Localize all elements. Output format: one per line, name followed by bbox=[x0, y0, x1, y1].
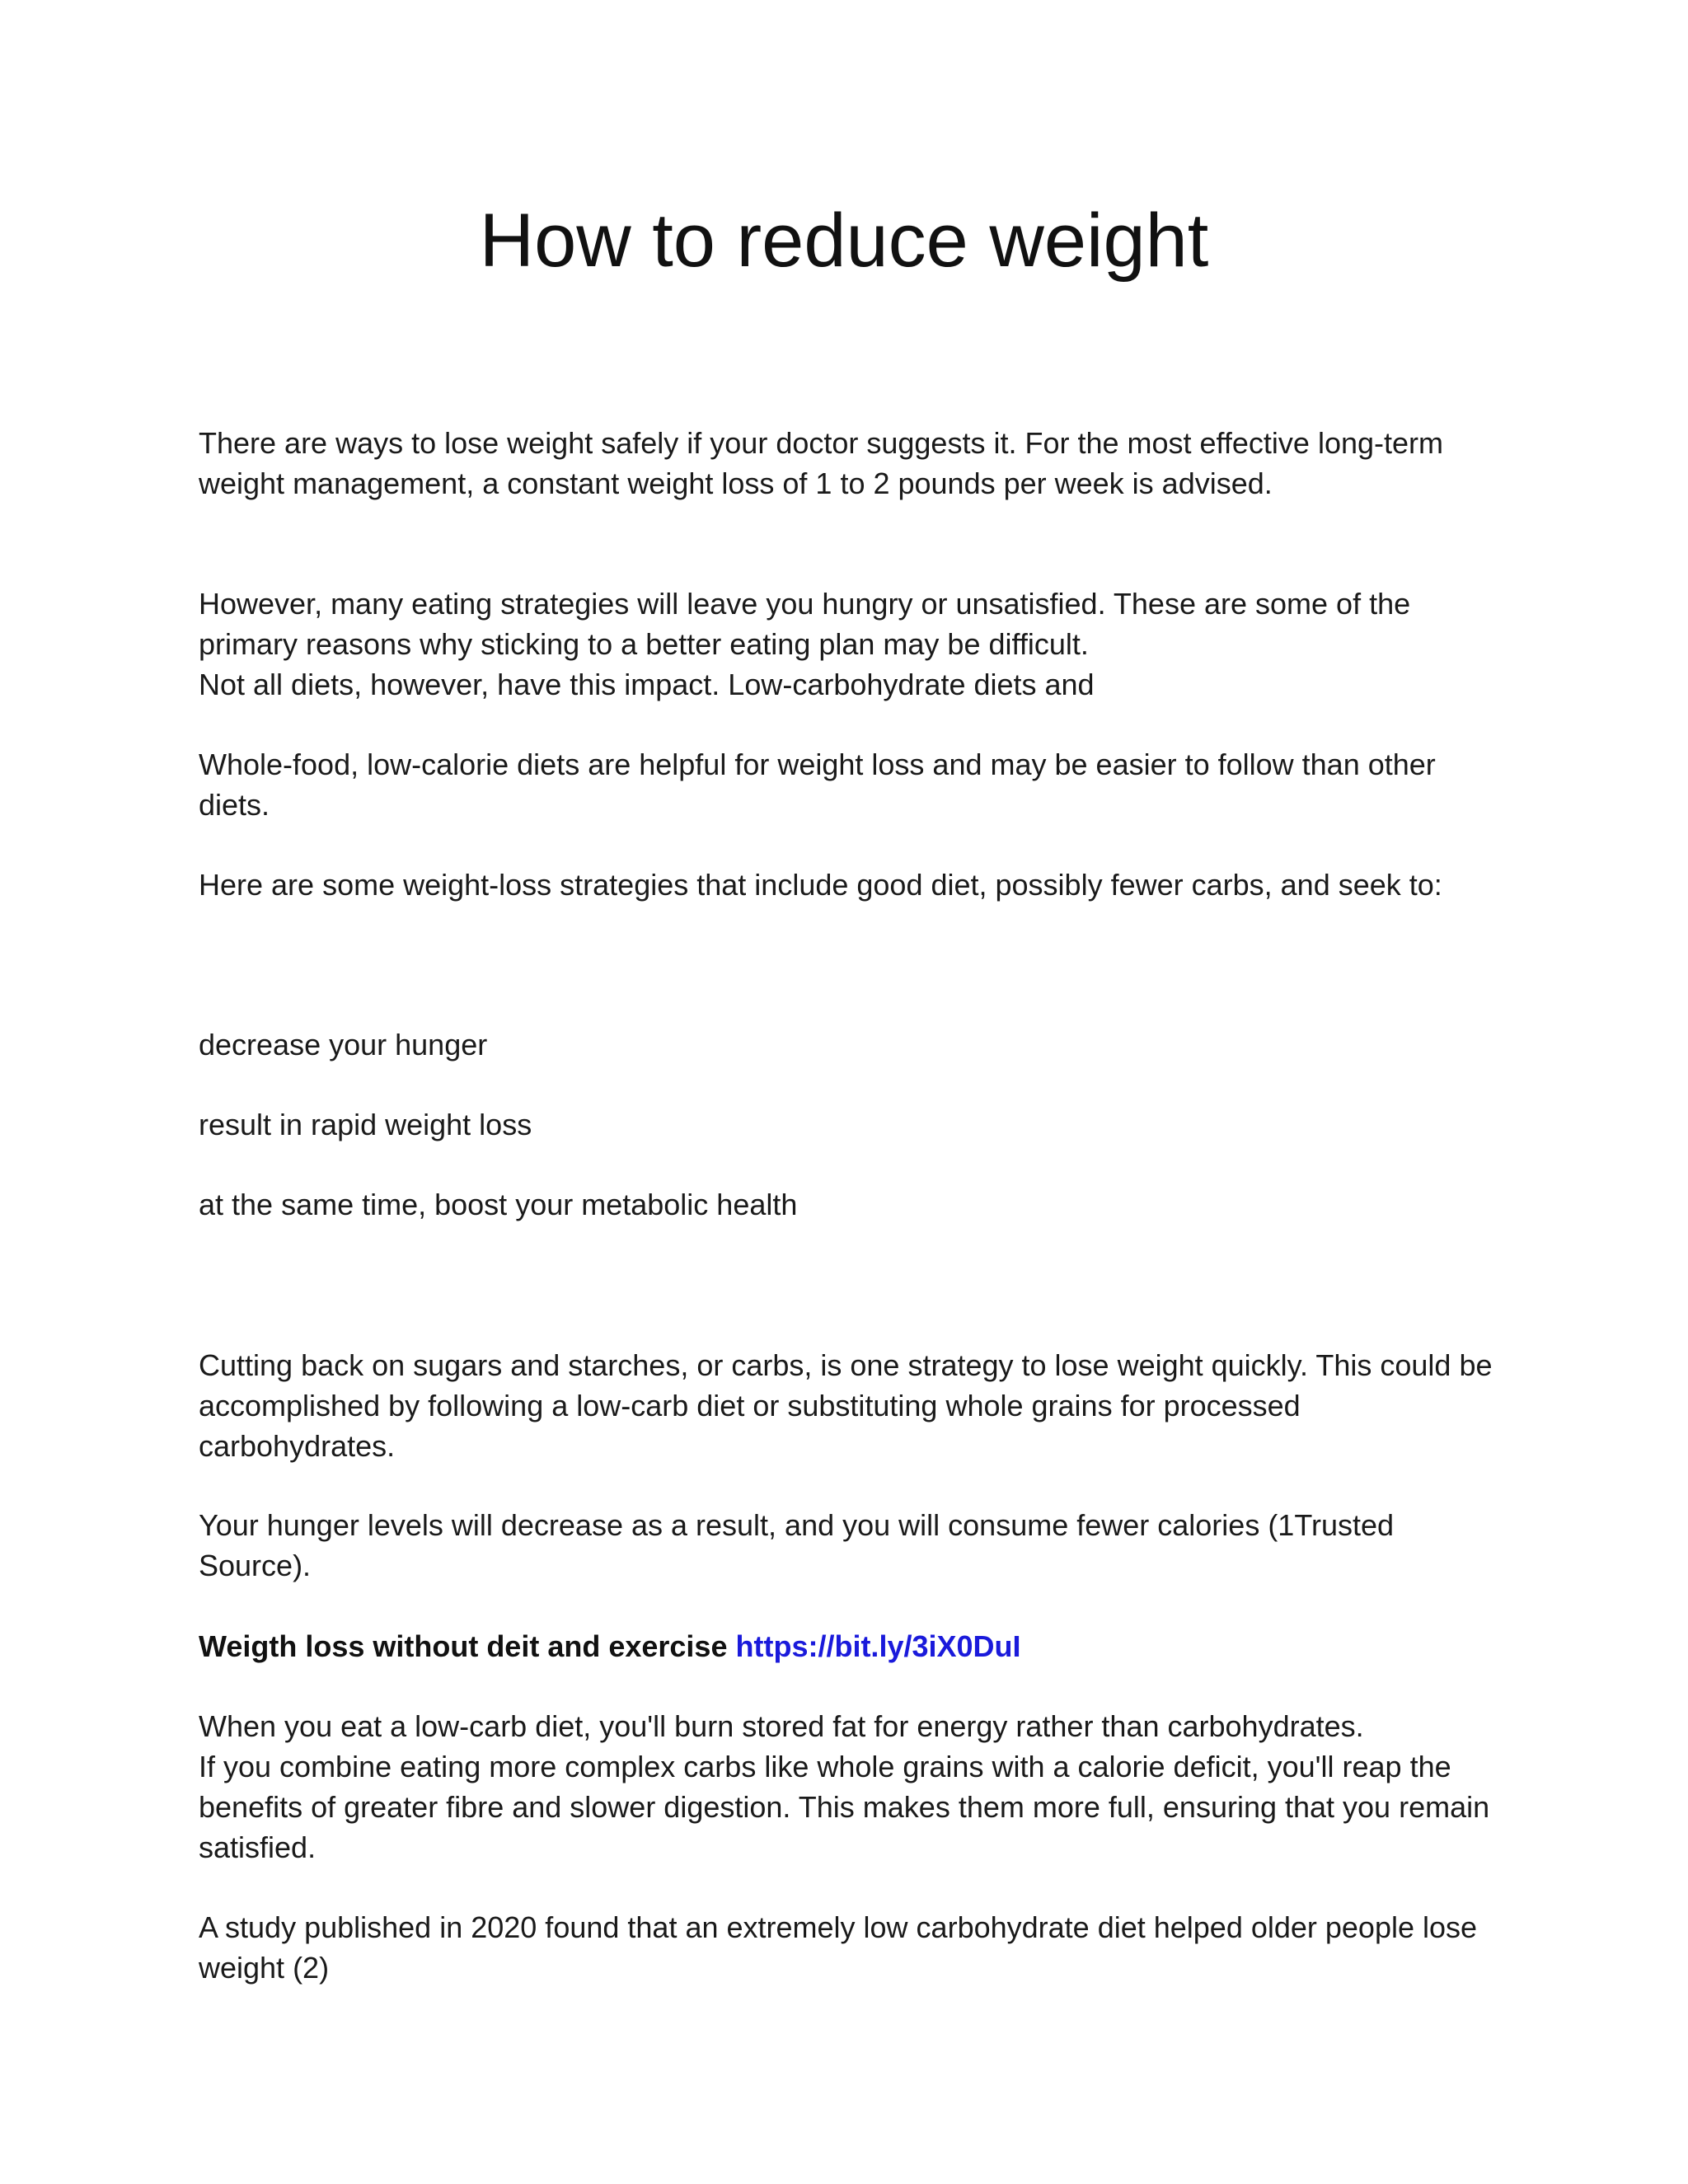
paragraph-hunger-levels: Your hunger levels will decrease as a result, and you will consume fewer calories (1Trusted Source). bbox=[199, 1508, 1395, 1582]
promo-text: Weigth loss without deit and exercise bbox=[199, 1629, 728, 1663]
paragraph-promo bbox=[199, 1626, 1493, 1666]
document-title: How to reduce weight bbox=[479, 199, 1209, 283]
paragraph-intro: There are ways to lose weight safely if your doctor suggests it. For the most effective long-term weight management, a constant weight loss of 1 to 2 pounds per week is advised. bbox=[199, 426, 1443, 500]
list-item-metabolic-health: at the same time, boost your metabolic health bbox=[199, 1188, 798, 1221]
promo-link[interactable]: https://bit.ly/3iX0DuI bbox=[735, 1629, 1021, 1663]
paragraph-complex-carbs: If you combine eating more complex carbs like whole grains with a calorie deficit, you'll reap the benefits of greater fibre and slower digestion. This makes them more full, ensuring that you remain satisfied. bbox=[199, 1750, 1490, 1864]
paragraph-study: A study published in 2020 found that an extremely low carbohydrate diet helped older people lose weight (2) bbox=[199, 1910, 1478, 1985]
paragraph-low-carb-fat: When you eat a low-carb diet, you'll burn stored fat for energy rather than carbohydrates. bbox=[199, 1709, 1364, 1743]
paragraph-strategies: Here are some weight-loss strategies that include good diet, possibly fewer carbs, and seek to: bbox=[199, 868, 1442, 902]
paragraph-not-all-diets: Not all diets, however, have this impact. Low-carbohydrate diets and bbox=[199, 668, 1095, 701]
paragraph-whole-food: Whole-food, low-calorie diets are helpful for weight loss and may be easier to follow than other diets. bbox=[199, 748, 1436, 822]
paragraph-cutting-carbs: Cutting back on sugars and starches, or carbs, is one strategy to lose weight quickly. This could be accomplished by following a low-carb diet or substituting whole grains for processed carbohydrates. bbox=[199, 1348, 1493, 1463]
list-item-decrease-hunger: decrease your hunger bbox=[199, 1028, 488, 1062]
list-item-rapid-loss: result in rapid weight loss bbox=[199, 1108, 532, 1141]
paragraph-hunger: However, many eating strategies will leave you hungry or unsatisfied. These are some of the primary reasons why sticking to a better eating plan may be difficult. bbox=[199, 587, 1411, 661]
